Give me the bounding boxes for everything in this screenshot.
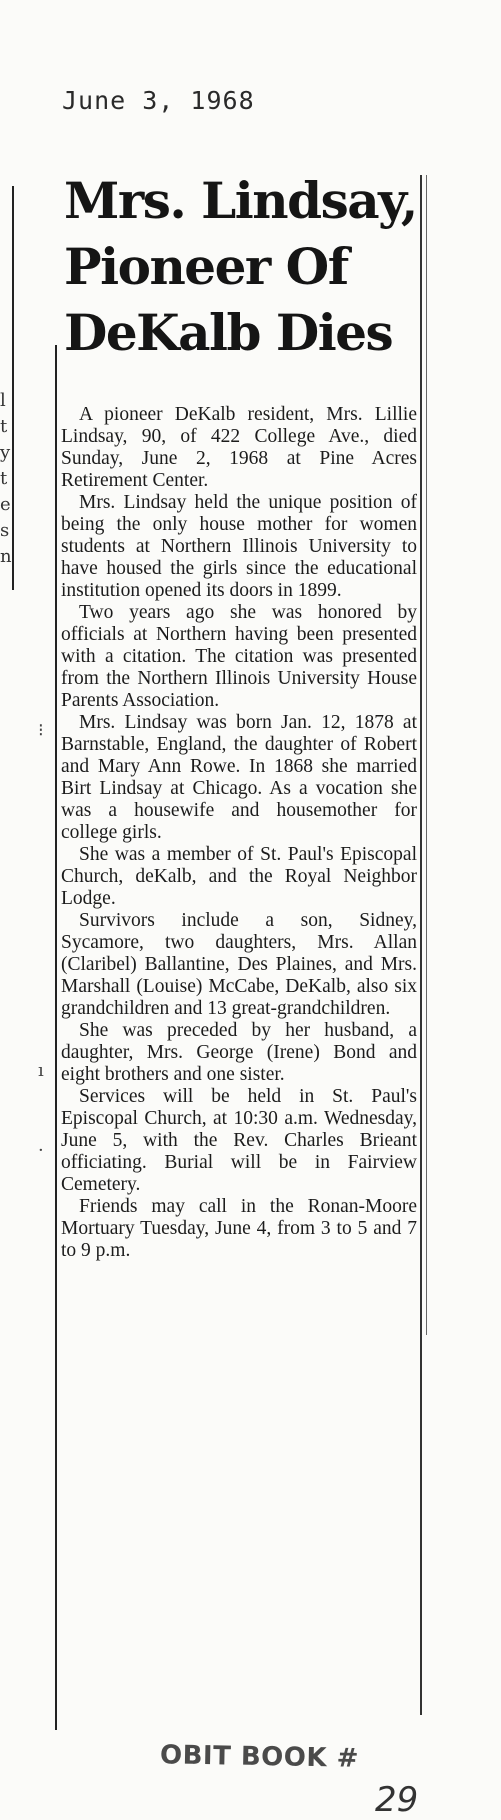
obit-book-stamp: OBIT BOOK # [159,1740,360,1774]
article-paragraph: She was preceded by her husband, a daughter, Mrs. George (Irene) Bond and eight brothers and one sister. [61,1020,417,1085]
handwritten-page-number: 29 [375,1780,419,1820]
fragment-letter: s [0,520,10,541]
speck-mark: ⁝ [38,720,44,741]
article-paragraph: Two years ago she was honored by officials at Northern having been presented with a citation. The citation was presented from the Northern Illinois University House Parents Association. [61,602,417,711]
article-paragraph: She was a member of St. Paul's Episcopal Church, deKalb, and the Royal Neighbor Lodge. [61,844,417,909]
column-right-rule-thin [426,175,427,1335]
clipping-date: June 3, 1968 [62,86,255,115]
article-paragraph: Mrs. Lindsay held the unique position of being the only house mother for women students at Northern Illinois University to have housed the girls since the educational institution opened its doors in 1899. [61,492,417,601]
edge-specks [38,720,50,1240]
fragment-letter: e [0,494,11,515]
speck-mark: · [38,1140,44,1161]
article-paragraph: Mrs. Lindsay was born Jan. 12, 1878 at Barnstable, England, the daughter of Robert and Mary Ann Rowe. In 1868 she married Birt Lindsay at Chicago. As a vocation she was a housewife and housemother for college girls. [61,712,417,843]
fragment-letter: y [0,442,11,463]
headline-line: Pioneer Of [64,237,348,296]
obituary-headline [64,168,424,366]
headline-line: Mrs. Lindsay, [64,171,417,230]
article-paragraph: Services will be held in St. Paul's Episcopal Church, at 10:30 a.m. Wednesday, June 5, with the Rev. Charles Brieant officiating. Burial will be in Fairview Cemetery. [61,1086,417,1195]
column-left-rule [55,345,57,1730]
headline-line: DeKalb Dies [64,303,393,362]
column-right-rule [420,175,422,1715]
article-paragraph: Friends may call in the Ronan-Moore Mortuary Tuesday, June 4, from 3 to 5 and 7 to 9 p.m. [61,1196,417,1261]
article-paragraph: Survivors include a son, Sidney, Sycamore, two daughters, Mrs. Allan (Claribel) Ballantine, Des Plaines, and Mrs. Marshall (Louise) McCabe, DeKalb, also six grandchildren and 13 great-grandchildren. [61,910,417,1019]
fragment-letter: n [0,546,12,567]
adjacent-column-fragment [0,390,16,580]
fragment-letter: l [0,390,6,411]
obituary-body [61,404,417,1262]
fragment-letter: t [0,416,8,437]
article-paragraph: A pioneer DeKalb resident, Mrs. Lillie Lindsay, 90, of 422 College Ave., died Sunday, June 2, 1968 at Pine Acres Retirement Center. [61,404,417,491]
speck-mark: ı [38,1060,44,1081]
fragment-letter: t [0,468,8,489]
